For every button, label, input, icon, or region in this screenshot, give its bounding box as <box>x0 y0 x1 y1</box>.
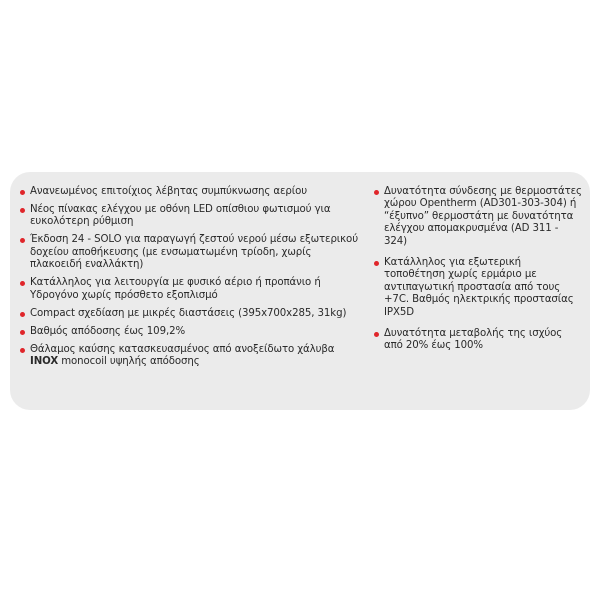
features-right-column <box>372 186 584 362</box>
feature-item <box>372 328 584 353</box>
feature-item <box>20 277 365 302</box>
bullet-dot-icon <box>374 190 379 195</box>
feature-text: Έκδοση 24 - SOLO για παραγωγή ζεστού νερού μέσω εξωτερικού δοχείου αποθήκευσης (με ενσωματωμένη τρίοδη, χωρίς πλακοειδή εναλλάκτη) <box>30 234 358 271</box>
features-panel <box>10 172 590 410</box>
feature-item <box>20 308 365 320</box>
feature-item <box>372 257 584 319</box>
bullet-dot-icon <box>20 238 25 243</box>
feature-item <box>20 204 365 229</box>
features-right-list <box>372 186 584 353</box>
bullet-dot-icon <box>374 261 379 266</box>
feature-text: Compact σχεδίαση με μικρές διαστάσεις (395x700x285, 31kg) <box>30 307 347 319</box>
bullet-dot-icon <box>20 348 25 353</box>
features-left-column <box>20 186 365 374</box>
feature-item <box>20 186 365 198</box>
bullet-dot-icon <box>374 332 379 337</box>
bullet-dot-icon <box>20 208 25 213</box>
bullet-dot-icon <box>20 281 25 286</box>
feature-text: Κατάλληλος για λειτουργία με φυσικό αέριο ή προπάνιο ή Υδρογόνο χωρίς πρόσθετο εξοπλισμό <box>30 277 321 301</box>
feature-item <box>372 186 584 248</box>
feature-text-suffix: monocoil υψηλής απόδοσης <box>58 356 200 368</box>
feature-text: Δυνατότητα σύνδεσης με θερμοστάτες χώρου Opentherm (AD301-303-304) ή “έξυπνο” θερμοστάτη με δυνατότητα ελέγχου απομακρυσμένα (AD 311 - 324) <box>384 186 582 247</box>
feature-text: Ανανεωμένος επιτοίχιος λέβητας συμπύκνωσης αερίου <box>30 186 308 197</box>
features-left-list <box>20 186 365 368</box>
feature-text: Δυνατότητα μεταβολής της ισχύος από 20% έως 100% <box>384 328 563 352</box>
feature-text: Κατάλληλος για εξωτερική τοποθέτηση χωρίς ερμάριο με αντιπαγωτική προστασία από τους +7C. Βαθμός ηλεκτρικής προστασίας IPX5D <box>384 257 574 318</box>
feature-item <box>20 234 365 271</box>
feature-item <box>20 344 365 369</box>
feature-text-bold: INOX <box>30 356 59 368</box>
feature-text: Νέος πίνακας ελέγχου με οθόνη LED οπίσθιου φωτισμού για ευκολότερη ρύθμιση <box>30 204 331 228</box>
bullet-dot-icon <box>20 190 25 195</box>
bullet-dot-icon <box>20 330 25 335</box>
feature-text: Βαθμός απόδοσης έως 109,2% <box>30 325 186 337</box>
feature-item <box>20 326 365 338</box>
bullet-dot-icon <box>20 312 25 317</box>
feature-text-prefix: Θάλαμος καύσης κατασκευασμένος από ανοξείδωτο χάλυβα <box>30 343 335 355</box>
